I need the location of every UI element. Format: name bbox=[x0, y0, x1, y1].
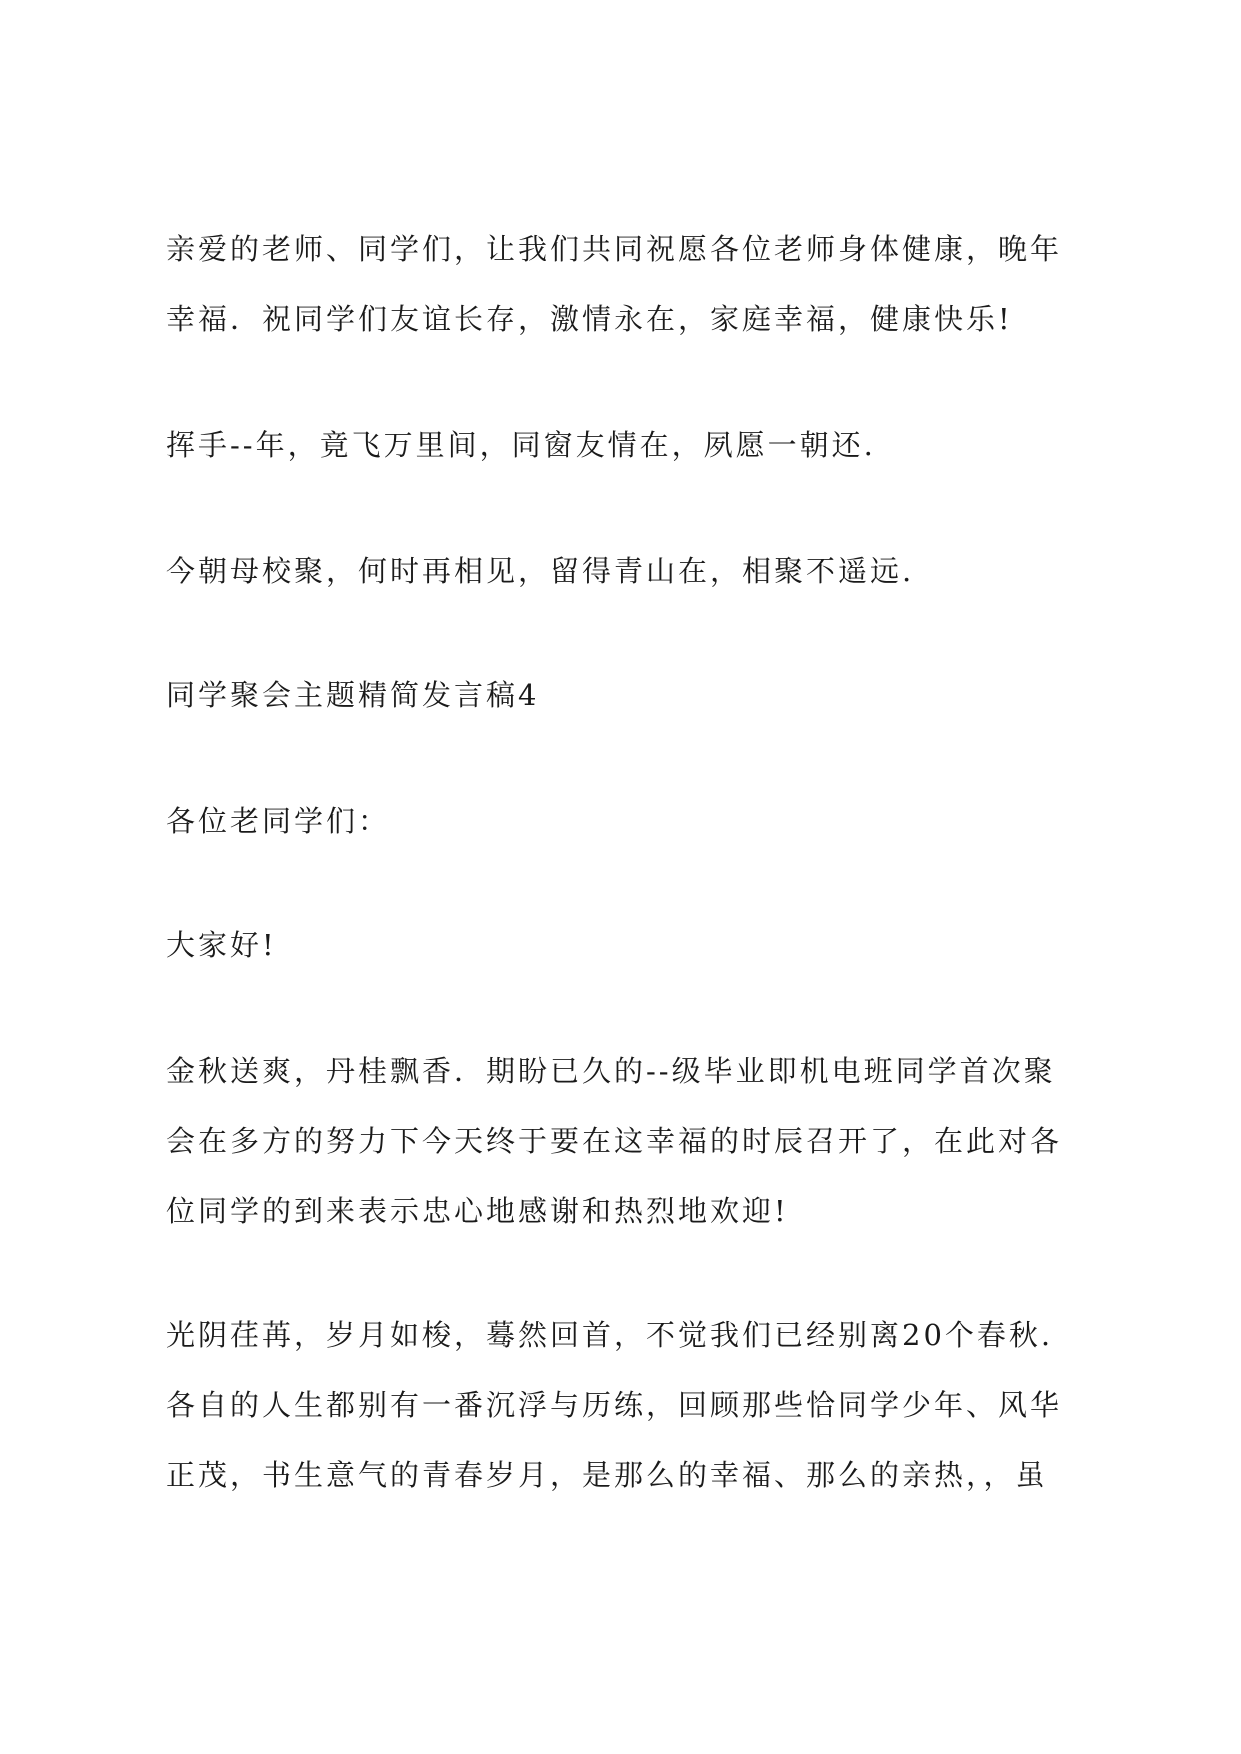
text-line: 挥手--年，竟飞万里间，同窗友情在，夙愿一朝还. bbox=[166, 428, 876, 462]
text-line: 光阴荏苒，岁月如梭，蓦然回首，不觉我们已经别离20个春秋. bbox=[166, 1318, 1054, 1352]
heading-text: 同学聚会主题精简发言稿4 bbox=[166, 678, 540, 712]
paragraph-welcome bbox=[166, 1036, 1096, 1246]
paragraph-poem-line-2 bbox=[166, 536, 1096, 606]
paragraph-wishes bbox=[166, 214, 1096, 354]
text-line: 亲爱的老师、同学们，让我们共同祝愿各位老师身体健康，晚年 bbox=[166, 232, 1063, 266]
text-line: 会在多方的努力下今天终于要在这幸福的时辰召开了，在此对各 bbox=[166, 1124, 1063, 1158]
text-line: 各位老同学们： bbox=[166, 804, 391, 838]
paragraph-poem-line-1 bbox=[166, 410, 1096, 480]
text-line: 今朝母校聚，何时再相见，留得青山在，相聚不遥远. bbox=[166, 554, 915, 588]
text-line: 正茂，书生意气的青春岁月，是那么的幸福、那么的亲热，，虽 bbox=[166, 1458, 1048, 1492]
section-heading bbox=[166, 660, 1096, 730]
text-line: 各自的人生都别有一番沉浮与历练，回顾那些恰同学少年、风华 bbox=[166, 1388, 1063, 1422]
text-line: 位同学的到来表示忠心地感谢和热烈地欢迎! bbox=[166, 1194, 789, 1228]
text-line: 金秋送爽，丹桂飘香．期盼已久的--级毕业即机电班同学首次聚 bbox=[166, 1054, 1056, 1088]
paragraph-reminisce bbox=[166, 1300, 1096, 1510]
salutation bbox=[166, 786, 1096, 856]
greeting bbox=[166, 910, 1096, 980]
text-line: 幸福．祝同学们友谊长存，激情永在，家庭幸福，健康快乐! bbox=[166, 302, 1013, 336]
text-line: 大家好! bbox=[166, 928, 277, 962]
